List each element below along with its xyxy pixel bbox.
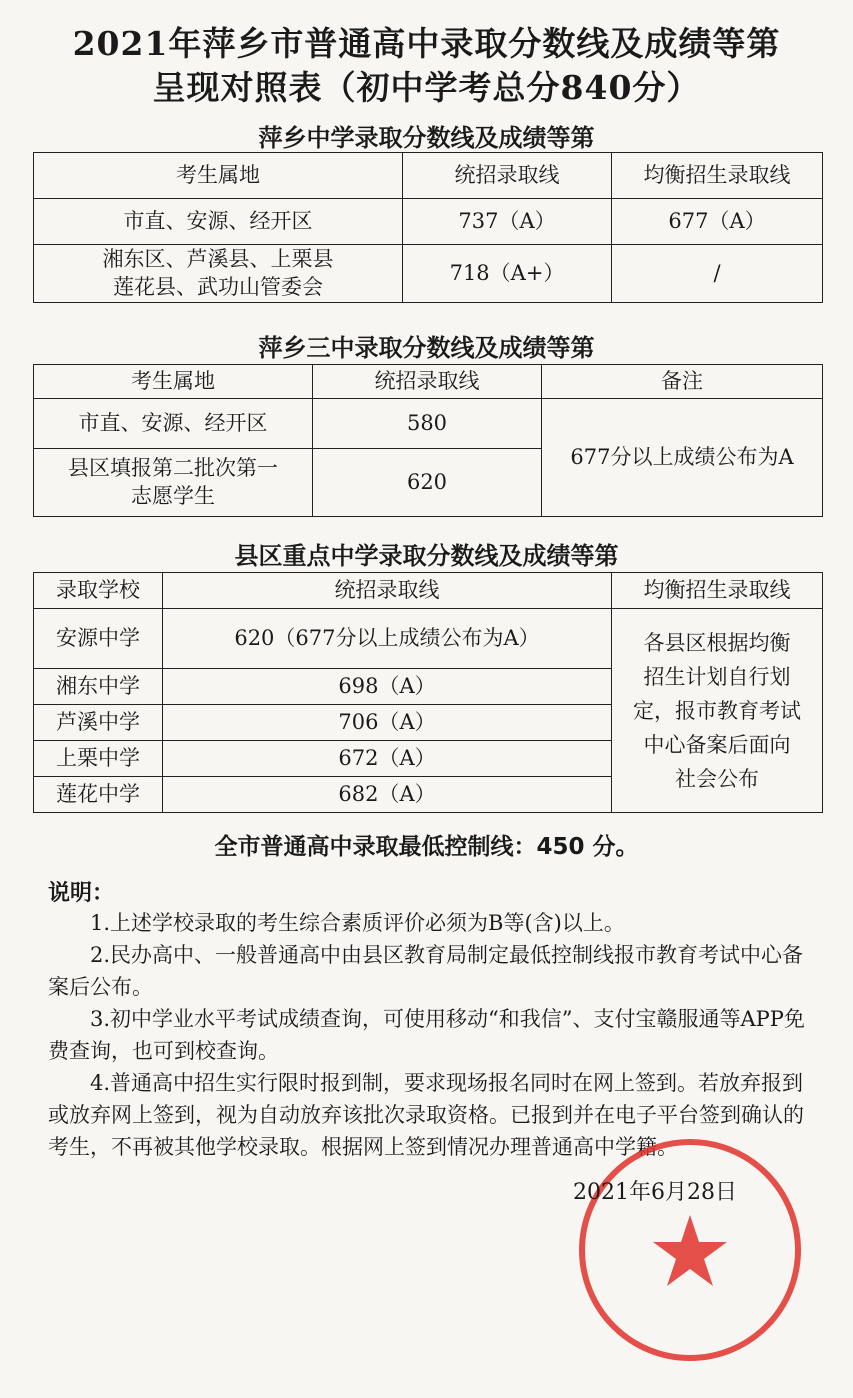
- header-balance: 均衡招生录取线: [612, 153, 823, 199]
- section3-title: 县区重点中学录取分数线及成绩等第: [234, 541, 619, 570]
- header-line: 统招录取线: [313, 365, 542, 399]
- area-cell: 市直、安源、经开区: [34, 399, 313, 449]
- note-item: 4.普通高中招生实行限时报到制，要求现场报名同时在网上签到。若放弃报到或放弃网上签到，视为自动放弃该批次录取资格。已报到并在电子平台签到确认的考生，不再被其他学校录取。根据网上签到情况办理普通高中学籍。: [48, 1071, 804, 1159]
- document-title-line1: 2021年萍乡市普通高中录取分数线及成绩等第: [72, 24, 781, 63]
- note-item: 3.初中学业水平考试成绩查询，可使用移动“和我信”、支付宝赣服通等APP免费查询，也可到校查询。: [48, 1007, 805, 1063]
- area-line2: 志愿学生: [131, 483, 215, 508]
- section2-title: 萍乡三中录取分数线及成绩等第: [258, 333, 595, 362]
- header-school: 录取学校: [34, 573, 163, 609]
- school-cell: 安源中学: [34, 609, 163, 669]
- balance-cell: 677（A）: [612, 199, 823, 245]
- school-cell: 湘东中学: [34, 669, 163, 705]
- notes-list: [48, 907, 808, 1163]
- seal-star-icon: [653, 1215, 727, 1286]
- line-cell: 737（A）: [403, 199, 612, 245]
- section1-title: 萍乡中学录取分数线及成绩等第: [258, 123, 595, 152]
- balance-line: 定，报市教育考试: [633, 698, 801, 723]
- min-control-line: 全市普通高中录取最低控制线：450 分。: [214, 834, 639, 860]
- area-cell: 市直、安源、经开区: [34, 199, 403, 245]
- section3-table: [33, 572, 823, 813]
- balance-line: 社会公布: [675, 766, 759, 791]
- line-cell: 620（677分以上成绩公布为A）: [163, 609, 612, 669]
- area-cell: [34, 449, 313, 517]
- note-item: 2.民办高中、一般普通高中由县区教育局制定最低控制线报市教育考试中心备案后公布。: [48, 943, 804, 999]
- header-line: 统招录取线: [403, 153, 612, 199]
- line-cell: 580: [313, 399, 542, 449]
- school-cell: 莲花中学: [34, 777, 163, 813]
- area-line1: 县区填报第二批次第一: [68, 456, 278, 481]
- area-cell: [34, 245, 403, 303]
- section2-table: [33, 364, 823, 517]
- balance-line: 中心备案后面向: [643, 732, 791, 757]
- section1-table: [33, 152, 823, 303]
- official-seal: [575, 1135, 805, 1365]
- area-line1: 湘东区、芦溪县、上栗县: [102, 247, 334, 272]
- header-area: 考生属地: [34, 365, 313, 399]
- header-line: 统招录取线: [163, 573, 612, 609]
- header-area: 考生属地: [34, 153, 403, 199]
- note-item: 1.上述学校录取的考生综合素质评价必须为B等(含)以上。: [90, 911, 625, 935]
- line-cell: 718（A+）: [403, 245, 612, 303]
- line-cell: 698（A）: [163, 669, 612, 705]
- header-note: 备注: [542, 365, 823, 399]
- balance-cell: [612, 609, 823, 813]
- line-cell: 682（A）: [163, 777, 612, 813]
- note-cell: 677分以上成绩公布为A: [542, 399, 823, 517]
- header-balance: 均衡招生录取线: [612, 573, 823, 609]
- balance-line: 各县区根据均衡: [643, 630, 791, 655]
- issue-date: 2021年6月28日: [573, 1180, 737, 1205]
- school-cell: 上栗中学: [34, 741, 163, 777]
- line-cell: 672（A）: [163, 741, 612, 777]
- school-cell: 芦溪中学: [34, 705, 163, 741]
- area-line2: 莲花县、武功山管委会: [113, 274, 323, 299]
- line-cell: 620: [313, 449, 542, 517]
- balance-cell: /: [612, 245, 823, 303]
- notes-label: 说明：: [48, 880, 115, 906]
- document-title-line2: 呈现对照表（初中学考总分840分）: [152, 68, 701, 107]
- balance-line: 招生计划自行划: [643, 664, 791, 689]
- line-cell: 706（A）: [163, 705, 612, 741]
